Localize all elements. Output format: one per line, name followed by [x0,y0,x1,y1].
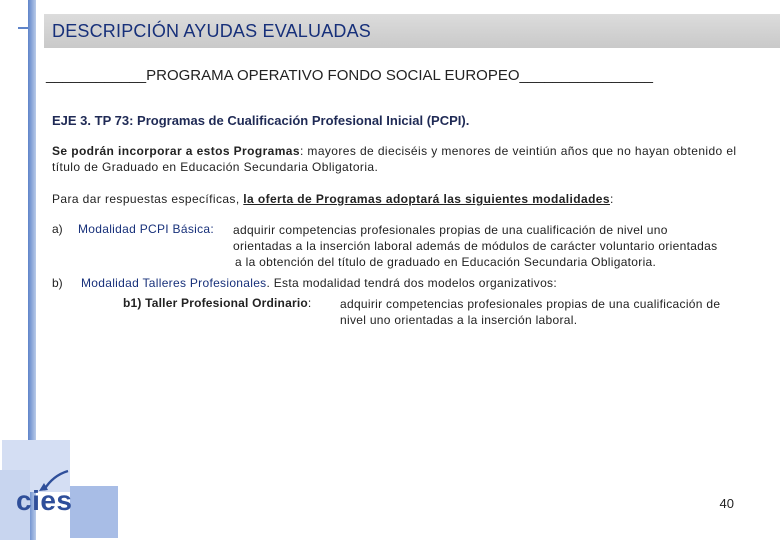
item-a-body-line1: adquirir competencias profesionales propias de una cualificación de nivel uno [233,223,668,237]
item-a-colon: : [210,222,215,236]
item-a-body-line2: orientadas a la inserción laboral además de módulos de carácter voluntario orientadas [233,239,718,253]
program-trailing-rule: ________________ [519,67,653,84]
slide-header [44,14,780,48]
item-a-title [78,222,214,236]
item-b1-colon: : [307,296,312,310]
item-b1-title-text: b1) Taller Profesional Ordinario [123,296,308,310]
item-b1-body-line2: nivel uno orientadas a la inserción laboral. [340,313,578,327]
respuestas-tail: : [609,192,614,206]
item-b-title [81,276,557,290]
program-leading-rule: ____________ [46,67,147,84]
eje-heading: EJE 3. TP 73: Programas de Cualificación Profesional Inicial (PCPI). [52,113,470,128]
accent-dash [18,27,28,29]
item-b1-title [123,296,311,310]
intro-rest: : mayores de dieciséis y menores de veintiún años que no hayan obtenido el título de Graduado en Educación Secundaria Obligatoria. [52,144,737,174]
respuestas-paragraph [52,191,742,207]
page-number: 40 [719,496,734,511]
logo-text: cies [16,485,73,516]
item-b-marker: b) [52,276,63,290]
item-b-title-text: Modalidad Talleres Profesionales [81,276,267,290]
program-line [46,67,736,84]
logo-bg-block-right [70,486,118,538]
intro-paragraph [52,143,742,175]
program-name: PROGRAMA OPERATIVO FONDO SOCIAL EUROPEO [146,67,520,84]
item-a-body-line3: a la obtención del título de graduado en Educación Secundaria Obligatoria. [235,255,657,269]
respuestas-underlined: la oferta de Programas adoptará las siguientes modalidades [243,192,610,206]
page-title: DESCRIPCIÓN AYUDAS EVALUADAS [52,21,372,41]
item-b1-body-line1: adquirir competencias profesionales propias de una cualificación de [340,297,721,311]
intro-bold: Se podrán incorporar a estos Programas [52,144,300,158]
respuestas-lead: Para dar respuestas específicas, [52,192,244,206]
item-a-marker: a) [52,222,63,236]
item-b-after: . Esta modalidad tendrá dos modelos organizativos: [266,276,557,290]
item-a-title-text: Modalidad PCPI Básica [78,222,211,236]
